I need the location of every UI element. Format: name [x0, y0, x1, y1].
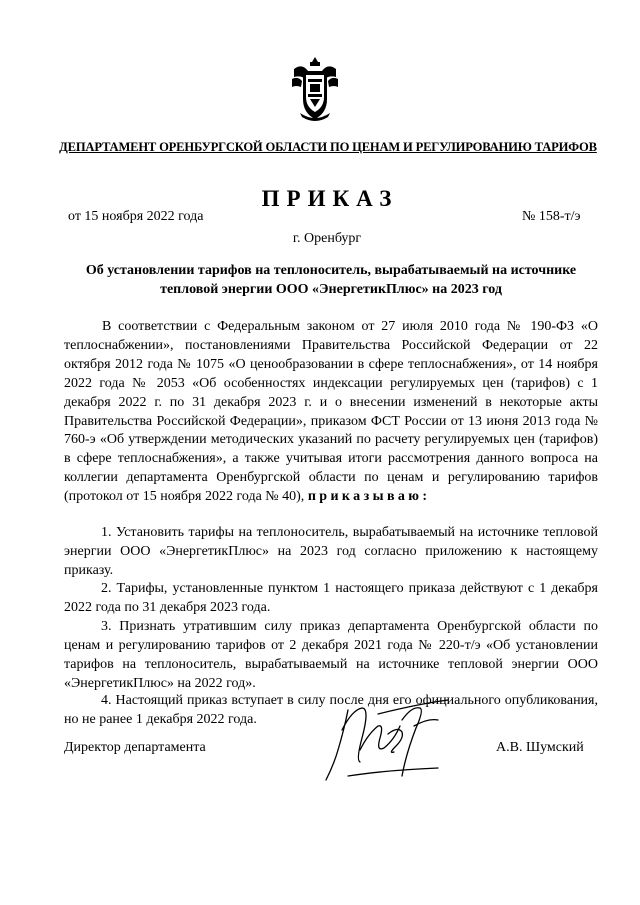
document-city: г. Оренбург [292, 231, 362, 246]
preamble-text: В соответствии с Федеральным законом от 27 июля 2010 года № 190-ФЗ «О теплоснабжении», постановлениями Правительства Российской Федерации от 22 октября 2012 года № 1075 «О ценообразовании в сфере теплоснабжения», от 14 ноября 2022 года № 2053 «Об особенностях индексации регулируемых цен (тарифов) с 1 декабря 2022 г. по 31 декабря 2023 г. и о внесении изменений в некоторые акты Правительства Российской Федерации», приказом ФСТ России от 13 июня 2013 года № 760-э «Об утверждении методических указаний по расчету регулируемых цен (тарифов) в сфере теплоснабжения», а также учитывая итоги рассмотрения данного вопроса на коллегии департамента Оренбургской области по ценам и регулированию тарифов (протокол от 15 ноября 2022 года № 40), [64, 319, 598, 505]
coat-of-arms-icon [290, 55, 340, 125]
order-item-1: 1. Установить тарифы на теплоноситель, вырабатываемый на источнике тепловой энергии ООО «ЭнергетикПлюс» на 2023 год согласно приложению к настоящему приказу. [64, 525, 598, 578]
department-name: ДЕПАРТАМЕНТ ОРЕНБУРГСКОЙ ОБЛАСТИ ПО ЦЕНАМ И РЕГУЛИРОВАНИЮ ТАРИФОВ [59, 140, 597, 154]
order-word: приказываю: [307, 489, 431, 505]
signer-position: Директор департамента [64, 740, 206, 755]
signer-name: А.В. Шумский [496, 740, 584, 755]
order-item-4: 4. Настоящий приказ вступает в силу после дня его официального опубликования, но не ранее 1 декабря 2022 года. [64, 693, 598, 727]
handwritten-signature [318, 690, 458, 800]
document-date: от 15 ноября 2022 года [68, 209, 204, 224]
document-title: Об установлении тарифов на теплоноситель, вырабатываемый на источнике тепловой энергии ООО «ЭнергетикПлюс» на 2023 год [85, 263, 577, 297]
preamble-paragraph [64, 318, 598, 507]
order-item-2: 2. Тарифы, установленные пунктом 1 настоящего приказа действуют с 1 декабря 2022 года по 31 декабря 2023 года. [64, 581, 598, 615]
document-type: ПРИКАЗ [261, 186, 399, 211]
document-number: № 158-т/э [522, 209, 581, 224]
order-item-3: 3. Признать утратившим силу приказ департамента Оренбургской области по ценам и регулированию тарифов от 2 декабря 2021 года № 220-т/э «Об установлении тарифов на теплоноситель, вырабатываемый на источнике тепловой энергии ООО «ЭнергетикПлюс» на 2022 год». [64, 619, 598, 691]
